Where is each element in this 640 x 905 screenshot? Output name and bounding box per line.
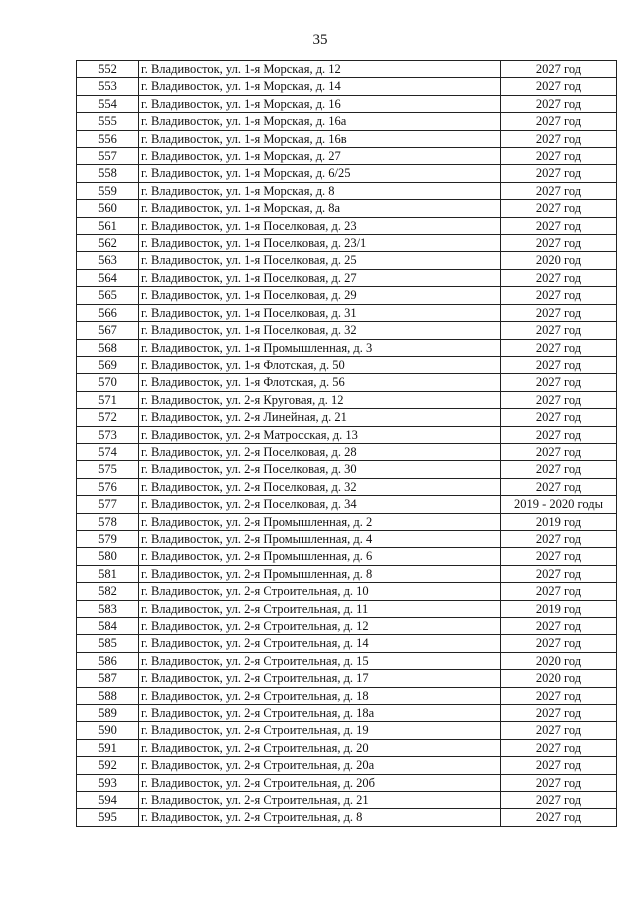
table-row [77, 496, 617, 513]
year-cell: 2027 год [501, 583, 617, 600]
table-row [77, 478, 617, 495]
address-cell: г. Владивосток, ул. 2-я Промышленная, д. 2 [139, 513, 501, 530]
address-cell: г. Владивосток, ул. 1-я Морская, д. 8а [139, 200, 501, 217]
row-number-cell: 555 [77, 113, 139, 130]
register-body [77, 61, 617, 827]
table-row [77, 635, 617, 652]
address-cell: г. Владивосток, ул. 1-я Морская, д. 16 [139, 95, 501, 112]
row-number-cell: 574 [77, 443, 139, 460]
table-row [77, 757, 617, 774]
year-cell: 2027 год [501, 217, 617, 234]
table-row [77, 548, 617, 565]
year-cell: 2027 год [501, 426, 617, 443]
row-number-cell: 588 [77, 687, 139, 704]
table-row [77, 374, 617, 391]
row-number-cell: 578 [77, 513, 139, 530]
address-cell: г. Владивосток, ул. 2-я Строительная, д. 20 [139, 739, 501, 756]
address-cell: г. Владивосток, ул. 1-я Морская, д. 27 [139, 148, 501, 165]
year-cell: 2020 год [501, 652, 617, 669]
address-cell: г. Владивосток, ул. 2-я Строительная, д. 21 [139, 792, 501, 809]
year-cell: 2019 год [501, 513, 617, 530]
table-row [77, 426, 617, 443]
row-number-cell: 557 [77, 148, 139, 165]
year-cell: 2027 год [501, 235, 617, 252]
address-cell: г. Владивосток, ул. 2-я Строительная, д. 8 [139, 809, 501, 826]
row-number-cell: 563 [77, 252, 139, 269]
table-row [77, 391, 617, 408]
table-row [77, 530, 617, 547]
table-row [77, 443, 617, 460]
year-cell: 2027 год [501, 705, 617, 722]
address-cell: г. Владивосток, ул. 2-я Строительная, д. 17 [139, 670, 501, 687]
row-number-cell: 590 [77, 722, 139, 739]
year-cell: 2027 год [501, 304, 617, 321]
year-cell: 2020 год [501, 252, 617, 269]
table-row [77, 739, 617, 756]
year-cell: 2027 год [501, 322, 617, 339]
row-number-cell: 591 [77, 739, 139, 756]
row-number-cell: 566 [77, 304, 139, 321]
year-cell: 2019 - 2020 годы [501, 496, 617, 513]
row-number-cell: 561 [77, 217, 139, 234]
address-cell: г. Владивосток, ул. 1-я Поселковая, д. 29 [139, 287, 501, 304]
row-number-cell: 559 [77, 182, 139, 199]
row-number-cell: 579 [77, 530, 139, 547]
address-cell: г. Владивосток, ул. 1-я Флотская, д. 50 [139, 356, 501, 373]
page-number: 35 [312, 32, 328, 48]
year-cell: 2027 год [501, 739, 617, 756]
table-row [77, 600, 617, 617]
table-row [77, 583, 617, 600]
year-cell: 2027 год [501, 269, 617, 286]
row-number-cell: 589 [77, 705, 139, 722]
table-row [77, 200, 617, 217]
row-number-cell: 581 [77, 565, 139, 582]
address-cell: г. Владивосток, ул. 1-я Морская, д. 16в [139, 130, 501, 147]
table-row [77, 287, 617, 304]
row-number-cell: 587 [77, 670, 139, 687]
year-cell: 2027 год [501, 78, 617, 95]
address-cell: г. Владивосток, ул. 2-я Строительная, д. 18а [139, 705, 501, 722]
year-cell: 2027 год [501, 287, 617, 304]
year-cell: 2027 год [501, 182, 617, 199]
table-row [77, 304, 617, 321]
year-cell: 2027 год [501, 809, 617, 826]
address-cell: г. Владивосток, ул. 1-я Поселковая, д. 25 [139, 252, 501, 269]
table-row [77, 217, 617, 234]
table-row [77, 182, 617, 199]
year-cell: 2027 год [501, 687, 617, 704]
table-row [77, 722, 617, 739]
year-cell: 2027 год [501, 565, 617, 582]
address-cell: г. Владивосток, ул. 1-я Поселковая, д. 23 [139, 217, 501, 234]
row-number-cell: 577 [77, 496, 139, 513]
year-cell: 2027 год [501, 130, 617, 147]
year-cell: 2027 год [501, 635, 617, 652]
year-cell: 2019 год [501, 600, 617, 617]
row-number-cell: 558 [77, 165, 139, 182]
address-cell: г. Владивосток, ул. 1-я Флотская, д. 56 [139, 374, 501, 391]
address-cell: г. Владивосток, ул. 1-я Морская, д. 8 [139, 182, 501, 199]
address-cell: г. Владивосток, ул. 2-я Строительная, д. 20а [139, 757, 501, 774]
table-row [77, 809, 617, 826]
year-cell: 2020 год [501, 670, 617, 687]
year-cell: 2027 год [501, 148, 617, 165]
year-cell: 2027 год [501, 461, 617, 478]
address-cell: г. Владивосток, ул. 2-я Строительная, д. 15 [139, 652, 501, 669]
row-number-cell: 567 [77, 322, 139, 339]
row-number-cell: 592 [77, 757, 139, 774]
year-cell: 2027 год [501, 530, 617, 547]
row-number-cell: 573 [77, 426, 139, 443]
year-cell: 2027 год [501, 95, 617, 112]
table-row [77, 774, 617, 791]
year-cell: 2027 год [501, 722, 617, 739]
row-number-cell: 569 [77, 356, 139, 373]
table-row [77, 130, 617, 147]
housing-register-table [76, 60, 617, 827]
table-row [77, 687, 617, 704]
address-cell: г. Владивосток, ул. 1-я Поселковая, д. 31 [139, 304, 501, 321]
table-row [77, 409, 617, 426]
row-number-cell: 595 [77, 809, 139, 826]
year-cell: 2027 год [501, 61, 617, 78]
year-cell: 2027 год [501, 618, 617, 635]
table-row [77, 652, 617, 669]
table-row [77, 461, 617, 478]
row-number-cell: 560 [77, 200, 139, 217]
year-cell: 2027 год [501, 374, 617, 391]
year-cell: 2027 год [501, 391, 617, 408]
row-number-cell: 554 [77, 95, 139, 112]
address-cell: г. Владивосток, ул. 1-я Морская, д. 6/25 [139, 165, 501, 182]
address-cell: г. Владивосток, ул. 2-я Строительная, д. 11 [139, 600, 501, 617]
row-number-cell: 568 [77, 339, 139, 356]
year-cell: 2027 год [501, 757, 617, 774]
address-cell: г. Владивосток, ул. 1-я Морская, д. 12 [139, 61, 501, 78]
address-cell: г. Владивосток, ул. 2-я Промышленная, д. 4 [139, 530, 501, 547]
row-number-cell: 571 [77, 391, 139, 408]
row-number-cell: 580 [77, 548, 139, 565]
year-cell: 2027 год [501, 113, 617, 130]
table-row [77, 95, 617, 112]
address-cell: г. Владивосток, ул. 2-я Строительная, д. 14 [139, 635, 501, 652]
year-cell: 2027 год [501, 548, 617, 565]
table-row [77, 705, 617, 722]
table-row [77, 252, 617, 269]
row-number-cell: 575 [77, 461, 139, 478]
table-row [77, 235, 617, 252]
row-number-cell: 576 [77, 478, 139, 495]
address-cell: г. Владивосток, ул. 2-я Строительная, д. 18 [139, 687, 501, 704]
year-cell: 2027 год [501, 792, 617, 809]
row-number-cell: 564 [77, 269, 139, 286]
row-number-cell: 565 [77, 287, 139, 304]
table-row [77, 792, 617, 809]
row-number-cell: 562 [77, 235, 139, 252]
year-cell: 2027 год [501, 409, 617, 426]
year-cell: 2027 год [501, 478, 617, 495]
table-row [77, 78, 617, 95]
table-row [77, 513, 617, 530]
row-number-cell: 582 [77, 583, 139, 600]
table-row [77, 356, 617, 373]
address-cell: г. Владивосток, ул. 2-я Поселковая, д. 32 [139, 478, 501, 495]
year-cell: 2027 год [501, 356, 617, 373]
row-number-cell: 593 [77, 774, 139, 791]
table-row [77, 670, 617, 687]
row-number-cell: 572 [77, 409, 139, 426]
address-cell: г. Владивосток, ул. 1-я Морская, д. 14 [139, 78, 501, 95]
row-number-cell: 594 [77, 792, 139, 809]
table-row [77, 61, 617, 78]
table-row [77, 269, 617, 286]
year-cell: 2027 год [501, 200, 617, 217]
address-cell: г. Владивосток, ул. 1-я Поселковая, д. 32 [139, 322, 501, 339]
address-cell: г. Владивосток, ул. 2-я Промышленная, д. 6 [139, 548, 501, 565]
row-number-cell: 553 [77, 78, 139, 95]
table-row [77, 113, 617, 130]
table-row [77, 565, 617, 582]
address-cell: г. Владивосток, ул. 2-я Строительная, д. 20б [139, 774, 501, 791]
row-number-cell: 570 [77, 374, 139, 391]
address-cell: г. Владивосток, ул. 2-я Поселковая, д. 34 [139, 496, 501, 513]
address-cell: г. Владивосток, ул. 2-я Поселковая, д. 28 [139, 443, 501, 460]
row-number-cell: 586 [77, 652, 139, 669]
address-cell: г. Владивосток, ул. 2-я Строительная, д. 19 [139, 722, 501, 739]
address-cell: г. Владивосток, ул. 2-я Круговая, д. 12 [139, 391, 501, 408]
address-cell: г. Владивосток, ул. 2-я Поселковая, д. 30 [139, 461, 501, 478]
address-cell: г. Владивосток, ул. 1-я Поселковая, д. 23/1 [139, 235, 501, 252]
year-cell: 2027 год [501, 774, 617, 791]
year-cell: 2027 год [501, 339, 617, 356]
table-row [77, 165, 617, 182]
row-number-cell: 552 [77, 61, 139, 78]
table-row [77, 618, 617, 635]
row-number-cell: 583 [77, 600, 139, 617]
address-cell: г. Владивосток, ул. 1-я Поселковая, д. 27 [139, 269, 501, 286]
row-number-cell: 556 [77, 130, 139, 147]
address-cell: г. Владивосток, ул. 2-я Промышленная, д. 8 [139, 565, 501, 582]
address-cell: г. Владивосток, ул. 2-я Линейная, д. 21 [139, 409, 501, 426]
row-number-cell: 584 [77, 618, 139, 635]
address-cell: г. Владивосток, ул. 2-я Матросская, д. 13 [139, 426, 501, 443]
row-number-cell: 585 [77, 635, 139, 652]
table-row [77, 339, 617, 356]
table-row [77, 322, 617, 339]
year-cell: 2027 год [501, 165, 617, 182]
address-cell: г. Владивосток, ул. 1-я Морская, д. 16а [139, 113, 501, 130]
table-row [77, 148, 617, 165]
address-cell: г. Владивосток, ул. 2-я Строительная, д. 10 [139, 583, 501, 600]
address-cell: г. Владивосток, ул. 2-я Строительная, д. 12 [139, 618, 501, 635]
address-cell: г. Владивосток, ул. 1-я Промышленная, д. 3 [139, 339, 501, 356]
year-cell: 2027 год [501, 443, 617, 460]
